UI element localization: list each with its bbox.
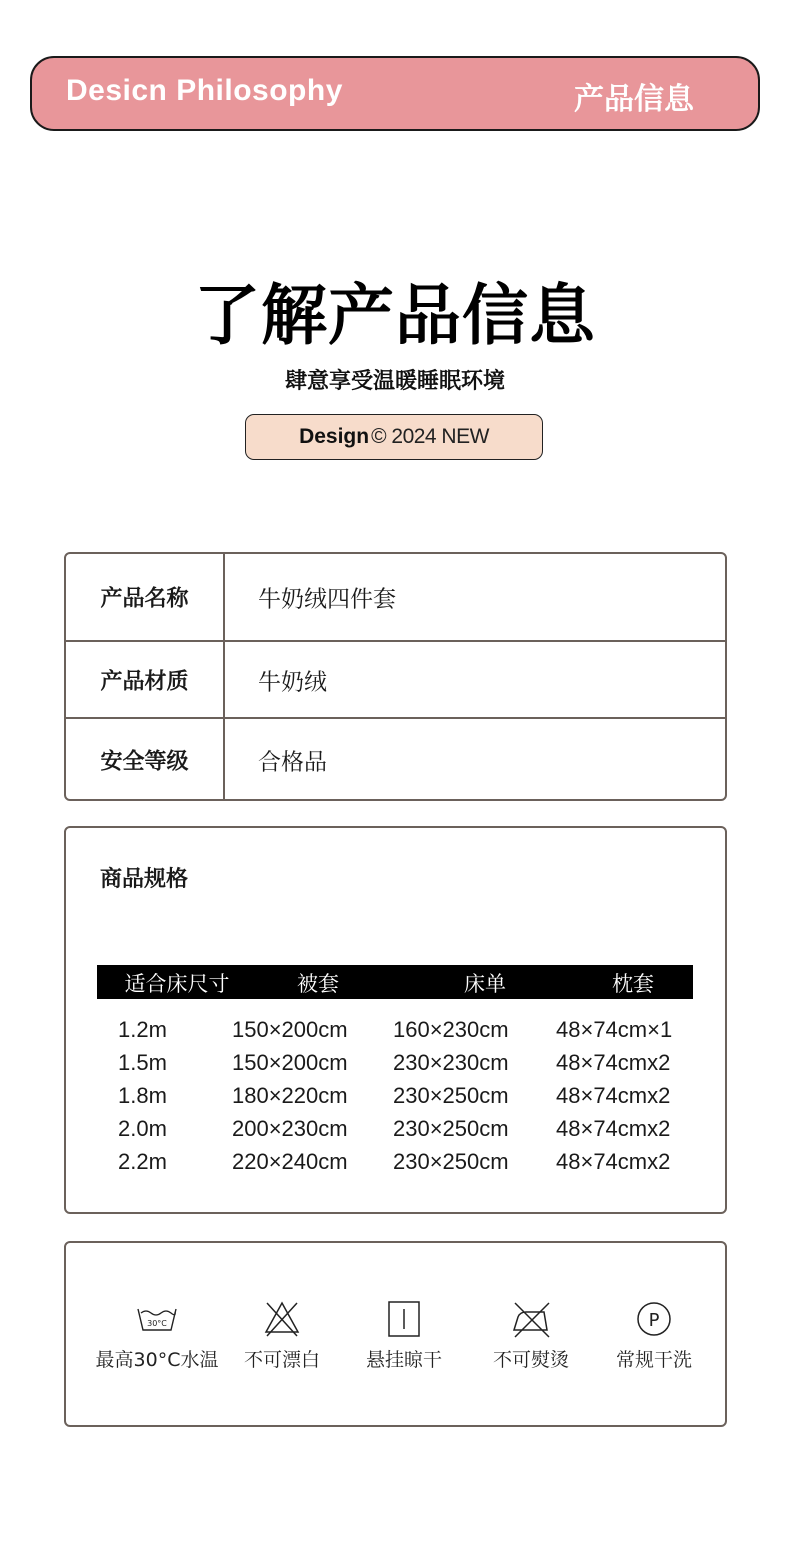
design-tag-strong: Design xyxy=(299,425,370,448)
page-title: 了解产品信息 xyxy=(194,277,596,354)
table-cell: 230×250cm xyxy=(393,1149,509,1174)
care-label: 常规干洗 xyxy=(615,1349,692,1371)
table-cell: 48×74cmx2 xyxy=(556,1050,671,1075)
spec-header-duvet: 被套 xyxy=(297,972,339,996)
table-cell: 48×74cmx2 xyxy=(556,1149,671,1174)
table-row xyxy=(66,1083,725,1116)
care-item-dry xyxy=(339,1299,469,1372)
info-value: 合格品 xyxy=(258,749,327,776)
care-item-wash xyxy=(92,1299,222,1372)
info-label: 安全等级 xyxy=(100,749,189,775)
info-value: 牛奶绒四件套 xyxy=(258,586,396,613)
table-cell: 220×240cm xyxy=(232,1149,348,1174)
design-tag-year: © 2024 NEW xyxy=(371,425,489,448)
banner-title-en: Desicn Philosophy xyxy=(66,74,343,107)
care-instructions-card xyxy=(64,1241,727,1427)
table-cell: 150×200cm xyxy=(232,1017,348,1042)
table-cell: 48×74cmx2 xyxy=(556,1116,671,1141)
table-cell: 2.0m xyxy=(118,1116,167,1141)
spec-table-header xyxy=(97,965,693,999)
info-row-material xyxy=(66,640,725,717)
care-label: 不可漂白 xyxy=(243,1349,320,1371)
spec-header-sheet: 床单 xyxy=(464,972,506,996)
table-cell: 150×200cm xyxy=(232,1050,348,1075)
dry-clean-icon xyxy=(634,1299,674,1339)
wash-temp-text: 30°C xyxy=(147,1319,167,1328)
care-label: 最高30°C水温 xyxy=(95,1349,219,1371)
column-divider xyxy=(223,554,225,640)
column-divider xyxy=(223,719,225,801)
care-item-bleach xyxy=(217,1299,347,1372)
table-cell: 2.2m xyxy=(118,1149,167,1174)
info-label: 产品名称 xyxy=(100,586,189,612)
table-row xyxy=(66,1017,725,1050)
care-label: 不可熨烫 xyxy=(492,1349,569,1371)
table-row xyxy=(66,1050,725,1083)
table-cell: 1.8m xyxy=(118,1083,167,1108)
wash-30-icon xyxy=(137,1299,177,1339)
info-label: 产品材质 xyxy=(100,669,189,694)
table-cell: 180×220cm xyxy=(232,1083,348,1108)
header-banner xyxy=(30,56,760,131)
design-tag xyxy=(245,414,543,460)
info-row-safety xyxy=(66,717,725,801)
spec-card xyxy=(64,826,727,1214)
care-label: 悬挂晾干 xyxy=(365,1349,442,1371)
spec-header-pillowcase: 枕套 xyxy=(612,972,654,996)
dry-clean-symbol: P xyxy=(648,1310,660,1331)
table-cell: 48×74cmx2 xyxy=(556,1083,671,1108)
table-cell: 160×230cm xyxy=(393,1017,509,1042)
no-iron-icon xyxy=(511,1299,551,1339)
table-cell: 230×250cm xyxy=(393,1083,509,1108)
table-cell: 230×230cm xyxy=(393,1050,509,1075)
page-subtitle: 肆意享受温暖睡眠环境 xyxy=(284,369,505,394)
product-info-table xyxy=(64,552,727,801)
banner-title-cn: 产品信息 xyxy=(574,82,694,117)
table-cell: 200×230cm xyxy=(232,1116,348,1141)
care-item-iron xyxy=(466,1299,596,1372)
hang-dry-icon xyxy=(384,1299,424,1339)
care-item-dryclean xyxy=(589,1299,719,1372)
table-cell: 230×250cm xyxy=(393,1116,509,1141)
table-cell: 1.2m xyxy=(118,1017,167,1042)
spec-header-bed-size: 适合床尺寸 xyxy=(124,972,230,996)
info-row-name xyxy=(66,554,725,640)
table-cell: 48×74cm×1 xyxy=(556,1017,673,1042)
spec-title: 商品规格 xyxy=(100,867,189,892)
table-row xyxy=(66,1116,725,1149)
info-value: 牛奶绒 xyxy=(258,669,327,695)
table-cell: 1.5m xyxy=(118,1050,167,1075)
no-bleach-icon xyxy=(262,1299,302,1339)
table-row xyxy=(66,1149,725,1182)
column-divider xyxy=(223,642,225,717)
